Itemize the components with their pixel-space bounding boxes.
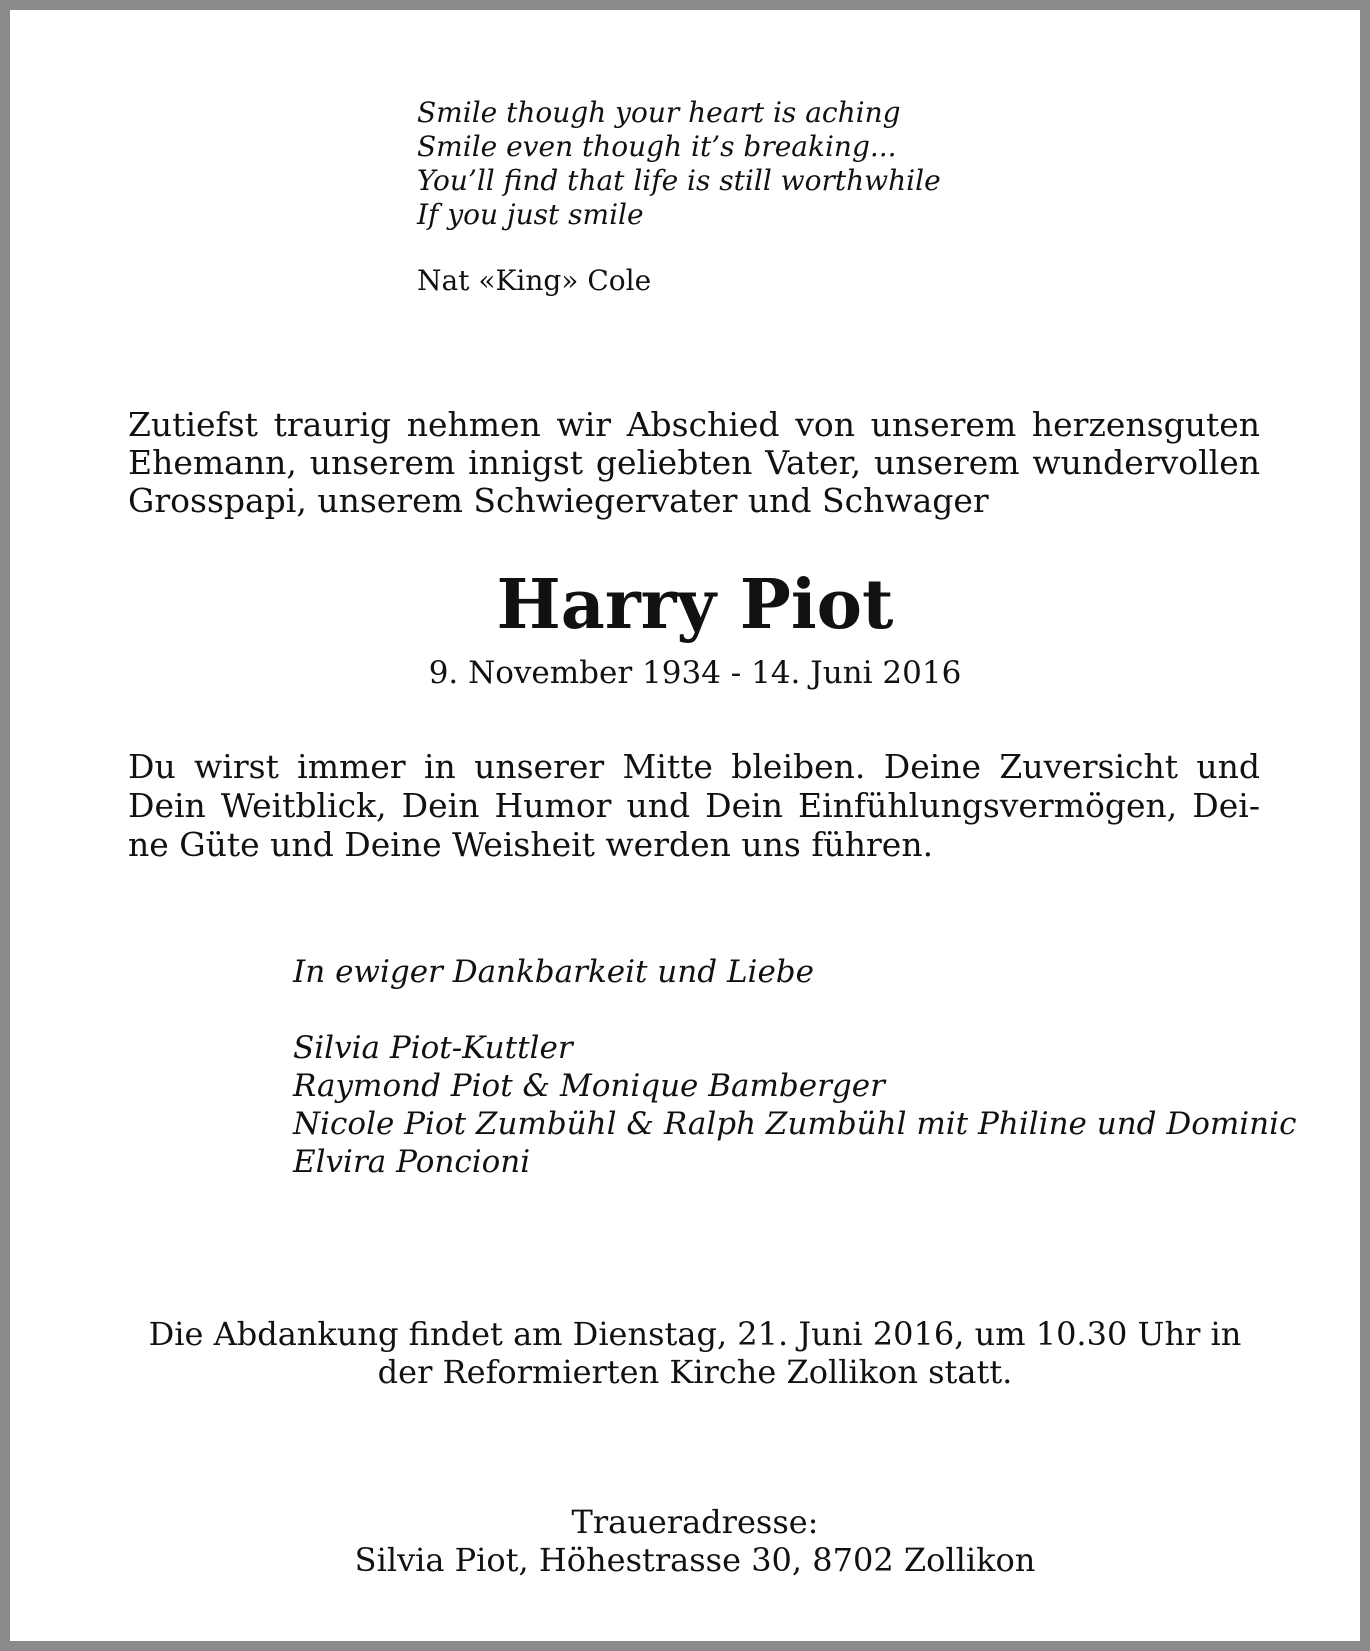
mourner-name: Silvia Piot-Kuttler [293,1030,573,1066]
intro-line: Zutiefst traurig nehmen wir Abschied von unserem herzensguten [128,405,1260,444]
life-dates: 9. November 1934 - 14. Juni 2016 [428,655,962,691]
mourning-address [10,1503,1370,1579]
ceremony-line: der Reformierten Kirche Zollikon statt. [377,1353,1013,1391]
address-label: Traueradresse: [571,1503,819,1541]
quote-line: Smile even though it’s breaking... [417,130,897,163]
quote-author: Nat «King» Cole [417,264,652,297]
ceremony-notice [10,1315,1370,1391]
quote-line: You’ll find that life is still worthwhile [417,164,941,197]
tribute-line: Dein Weitblick, Dein Humor und Dein Einfühlungsvermögen, Dei- [128,786,1260,825]
intro-paragraph [128,406,1260,520]
mourners-list [293,1029,1296,1181]
mourner-name: Nicole Piot Zumbühl & Ralph Zumbühl mit Philine und Dominic [293,1106,1297,1142]
mourner-name: Elvira Poncioni [293,1144,531,1180]
tribute-line: Du wirst immer in unserer Mitte bleiben. Deine Zuversicht und [128,747,1260,786]
tribute-line: ne Güte und Deine Weisheit werden uns führen. [128,825,934,864]
tribute-paragraph [128,747,1260,864]
quote-line: Smile though your heart is aching [417,96,901,129]
ceremony-line: Die Abdankung findet am Dienstag, 21. Juni 2016, um 10.30 Uhr in [148,1315,1242,1353]
thanks-line: In ewiger Dankbarkeit und Liebe [293,954,814,990]
mourner-name: Raymond Piot & Monique Bamberger [293,1068,885,1104]
address-value: Silvia Piot, Höhestrasse 30, 8702 Zollikon [354,1541,1036,1579]
quote-line: If you just smile [417,198,644,231]
deceased-name: Harry Piot [496,565,894,645]
epigraph-quote [417,96,941,232]
intro-line: Grosspapi, unserem Schwiegervater und Schwager [128,481,989,520]
intro-line: Ehemann, unserem innigst geliebten Vater, unserem wundervollen [128,443,1260,482]
